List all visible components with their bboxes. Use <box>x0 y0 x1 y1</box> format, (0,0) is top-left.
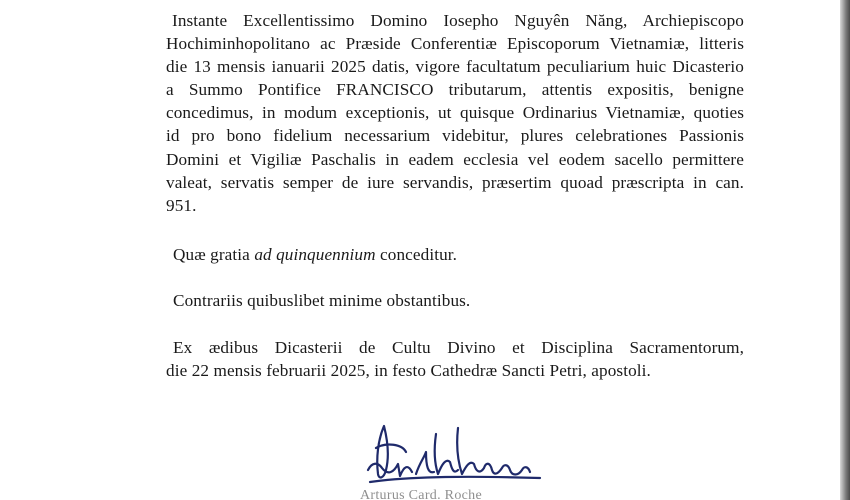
text-line: Instante Excellentissimo Domino Iosepho Nguyên Năng, Archiepiscopo <box>172 11 744 30</box>
text-line: a Summo Pontifice FRANCISCO tributarum, attentis expositis, benigne <box>166 80 744 100</box>
signature-image <box>362 418 562 490</box>
text-line: Ex ædibus Dicasterii de Cultu Divino et Disciplina Sacramentorum, <box>173 338 744 357</box>
text-line: Domini et Vigiliæ Paschalis in eadem ecclesia vel eodem sacello permittere <box>166 149 744 169</box>
duration-suffix: conceditur. <box>380 245 458 264</box>
text-line: concedimus, in modum exceptionis, ut quisque Ordinarius Vietnamiæ, quoties <box>166 103 744 123</box>
paragraph-clause <box>166 289 751 312</box>
paragraph-grant <box>166 9 744 217</box>
paragraph-place-date <box>166 336 744 382</box>
text-line: die 22 mensis februarii 2025, in festo Cathedræ Sancti Petri, apostoli. <box>166 361 651 381</box>
duration-italic: ad quinquennium <box>254 245 376 264</box>
clause-text: Contrariis quibuslibet minime obstantibus. <box>173 291 471 310</box>
paragraph-duration <box>166 243 751 266</box>
duration-prefix: Quæ gratia <box>173 245 250 264</box>
text-line: die 13 mensis ianuarii 2025 datis, vigore facultatum peculiarium huic Dicasterio <box>166 57 744 77</box>
signer-name: Arturus Card. Roche <box>360 488 482 500</box>
text-line: id pro bono fidelium necessarium videbitur, plures celebrationes Passionis <box>166 126 744 146</box>
text-line: 951. <box>166 195 197 215</box>
text-line: valeat, servatis semper de iure servandis, præsertim quoad præscripta in can. <box>166 172 744 192</box>
text-line: Hochiminhopolitano ac Præside Conferentiæ Episcoporum Vietnamiæ, litteris <box>166 34 744 54</box>
page-edge <box>840 0 850 500</box>
